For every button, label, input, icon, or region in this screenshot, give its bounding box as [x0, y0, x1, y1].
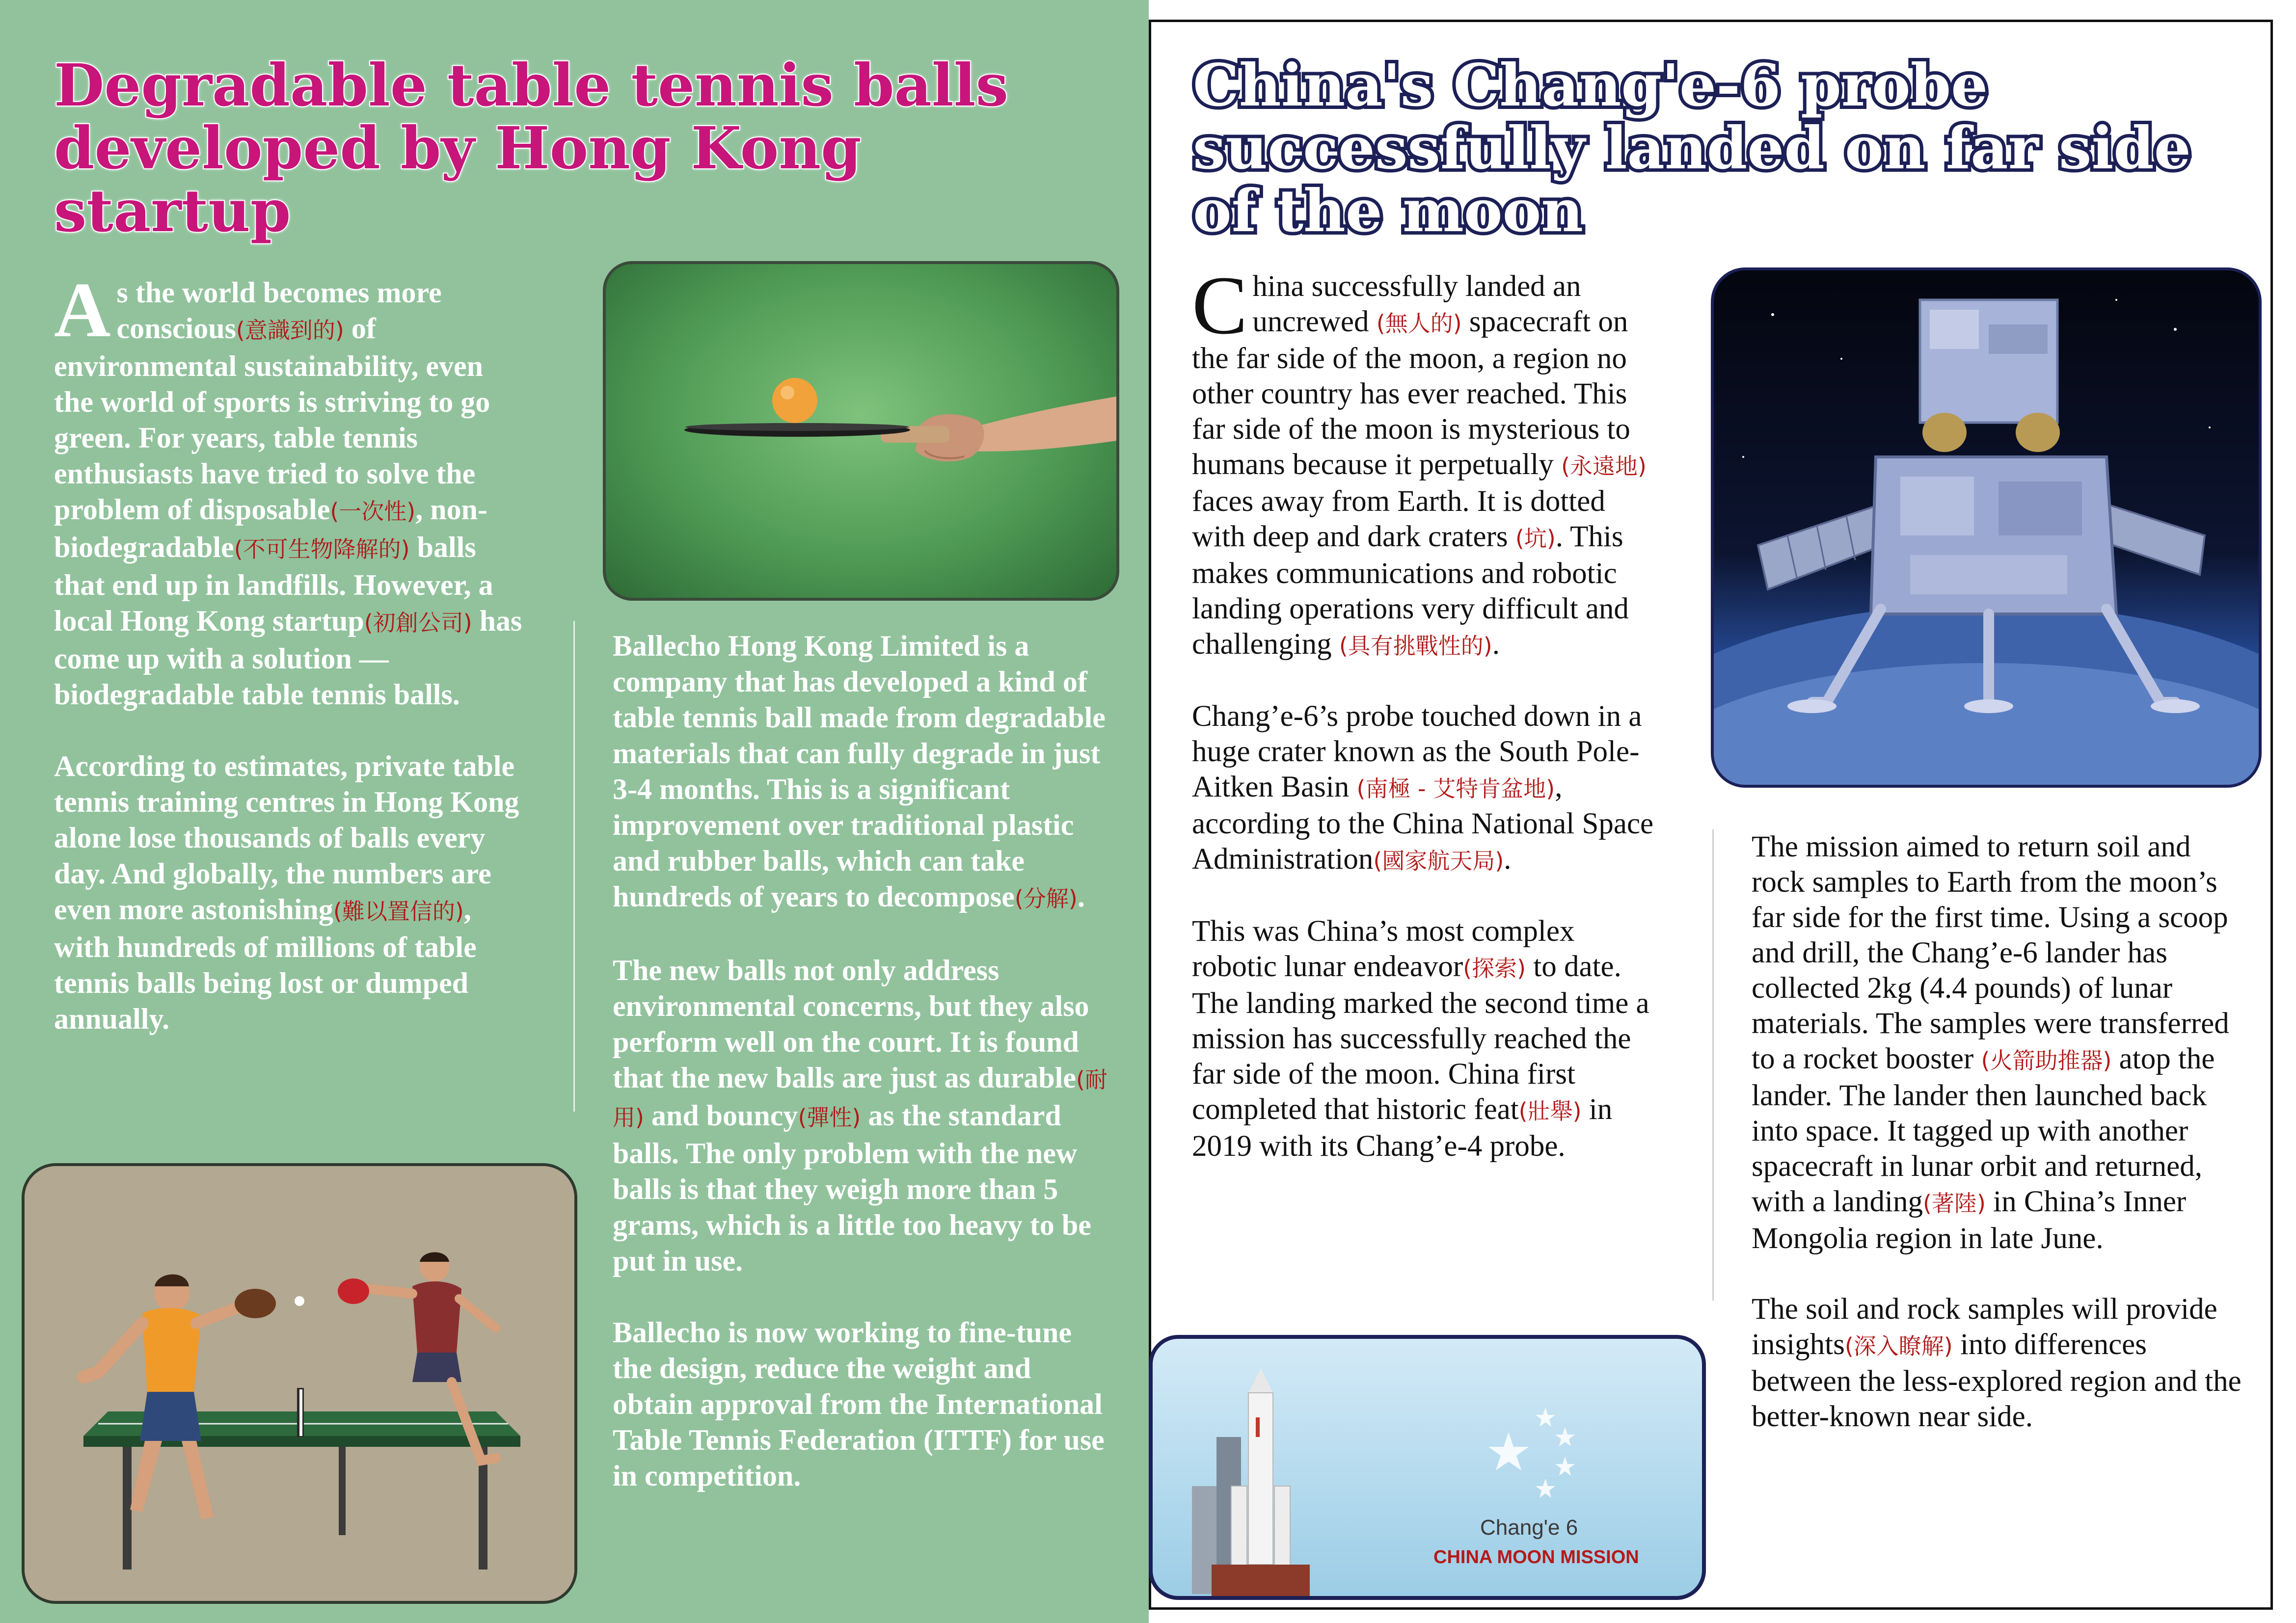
table-tennis-players-illustration — [22, 1163, 577, 1604]
chinese-gloss: ( 意識到的 ) — [236, 317, 344, 344]
right-article-column-1 — [1192, 259, 1658, 1164]
chinese-gloss: ( 具有挑戰性的 ) — [1339, 633, 1492, 659]
image-caption-subtitle: CHINA MOON MISSION — [1433, 1547, 1639, 1568]
column-divider — [573, 621, 575, 1112]
chinese-gloss: ( 南極 - 艾特肯盆地 ) — [1356, 775, 1555, 802]
chinese-gloss: ( 永遠地 ) — [1561, 453, 1647, 479]
chinese-gloss: ( 深入瞭解 ) — [1845, 1333, 1953, 1359]
chinese-gloss: ( 難以置信的 ) — [333, 898, 464, 925]
image-caption-title: Chang'e 6 — [1480, 1516, 1578, 1540]
paddle-and-ball-photo — [603, 261, 1119, 601]
chinese-gloss: ( 一次性 ) — [330, 498, 415, 525]
left-paragraph-1: As the world becomes more conscious( 意識到的 ) of environmental sustainability, even the world of sports is striving to go green. For years, table tennis enthusiasts have tried to solve the problem of disposable( 一次性 ) , non-biodegradable( 不可生物降解的 ) balls that end up in landfills. However, a local Hong Kong startup( 初創公司 ) has come up with a solution — biodegradable table tennis balls. — [54, 275, 525, 713]
drop-cap: A — [54, 266, 111, 353]
left-paragraph-3: Ballecho Hong Kong Limited is a company that has developed a kind of table tennis ball made from degradable materials that can fully degrade in just 3-4 months. This is a significant improvement over traditional plastic and rubber balls, which can take hundreds of years to decompose( 分解 ) . — [613, 628, 1118, 917]
chinese-gloss: ( 彈性 ) — [798, 1104, 861, 1131]
players-illustration — [25, 1166, 574, 1601]
left-paragraph-4: The new balls not only address environmental concerns, but they also perform well on the court. It is found that the new balls are just as durable( 耐用 ) and bouncy( 彈性 ) as the standard balls. The only problem with the new balls is that they weigh more than 5 grams, which is a little too heavy to be put in use. — [613, 953, 1118, 1279]
lunar-lander-photo — [1711, 267, 2262, 788]
left-article-column-1 — [54, 266, 525, 1037]
drop-cap: C — [1192, 259, 1248, 351]
right-article-column-2 — [1752, 829, 2247, 1435]
chinese-gloss: ( 初創公司 ) — [364, 610, 472, 636]
chinese-gloss: ( 國家航天局 ) — [1373, 848, 1504, 874]
right-paragraph-5: The soil and rock samples will provide insights( 深入瞭解 ) into differences between the less-explored region and the better-known near side. — [1752, 1292, 2247, 1435]
chinese-gloss: ( 不可生物降解的 ) — [234, 536, 410, 562]
left-article-title: Degradable table tennis balls developed by Hong Kong startup — [54, 51, 1009, 245]
lander-illustration — [1714, 270, 2259, 785]
chinese-gloss: ( 分解 ) — [1015, 885, 1078, 912]
chinese-gloss: ( 無人的 ) — [1377, 310, 1462, 337]
column-divider — [1712, 829, 1714, 1301]
right-paragraph-3: This was China’s most complex robotic lunar endeavor( 探索 ) to date. The landing marked the second time a mission has successfully reached the far side of the moon. China first completed that historic feat( 壯舉 ) in 2019 with its Chang’e-4 probe. — [1192, 914, 1658, 1164]
chinese-gloss: ( 探索 ) — [1463, 955, 1526, 982]
chinese-gloss: ( 著陸 ) — [1923, 1190, 1986, 1217]
right-paragraph-2: Chang’e-6’s probe touched down in a huge crater known as the South Pole-Aitken Basin ( 南極 - 艾特肯盆地 ) , according to the China National Space Administration( 國家航天局 ) . — [1192, 699, 1658, 878]
right-paragraph-1: China successfully landed an uncrewed ( 無人的 ) spacecraft on the far side of the moon, a region no other country has ever reached. This far side of the moon is mysterious to humans because it perpetually ( 永遠地 ) faces away from Earth. It is dotted with deep and dark craters ( 坑 ) . This makes communications and robotic landing operations very difficult and challenging ( 具有挑戰性的 ) . — [1192, 269, 1658, 664]
left-paragraph-5: Ballecho is now working to fine-tune the design, reduce the weight and obtain approval from the International Table Tennis Federation (ITTF) for use in competition. — [613, 1316, 1105, 1492]
paddle-illustration — [606, 264, 1116, 598]
chinese-gloss: ( 耐用 ) — [613, 1066, 1107, 1131]
chinese-gloss: ( 壯舉 ) — [1519, 1098, 1582, 1124]
left-article-column-2 — [613, 628, 1118, 1494]
chinese-gloss: ( 坑 ) — [1515, 525, 1556, 552]
right-article-title: China's Chang'e-6 probe successfully landed on far side of the moon — [1193, 51, 2191, 245]
left-paragraph-2: According to estimates, private table tennis training centres in Hong Kong alone lose thousands of balls every day. And globally, the numbers are even more astonishing( 難以置信的 ) , with hundreds of millions of table tennis balls being lost or dumped annually. — [54, 748, 525, 1037]
chinese-gloss: ( 火箭助推器 ) — [1981, 1047, 2112, 1074]
right-paragraph-4: The mission aimed to return soil and rock samples to Earth from the moon’s far side for the first time. Using a scoop and drill, the Chang’e-6 lander has collected 2kg (4.4 pounds) of lunar materials. The samples were transferred to a rocket booster ( 火箭助推器 ) atop the lander. The lander then launched back into space. It tagged up with another spacecraft in lunar orbit and returned, with a landing( 著陸 ) in China’s Inner Mongolia region in late June. — [1752, 829, 2247, 1256]
